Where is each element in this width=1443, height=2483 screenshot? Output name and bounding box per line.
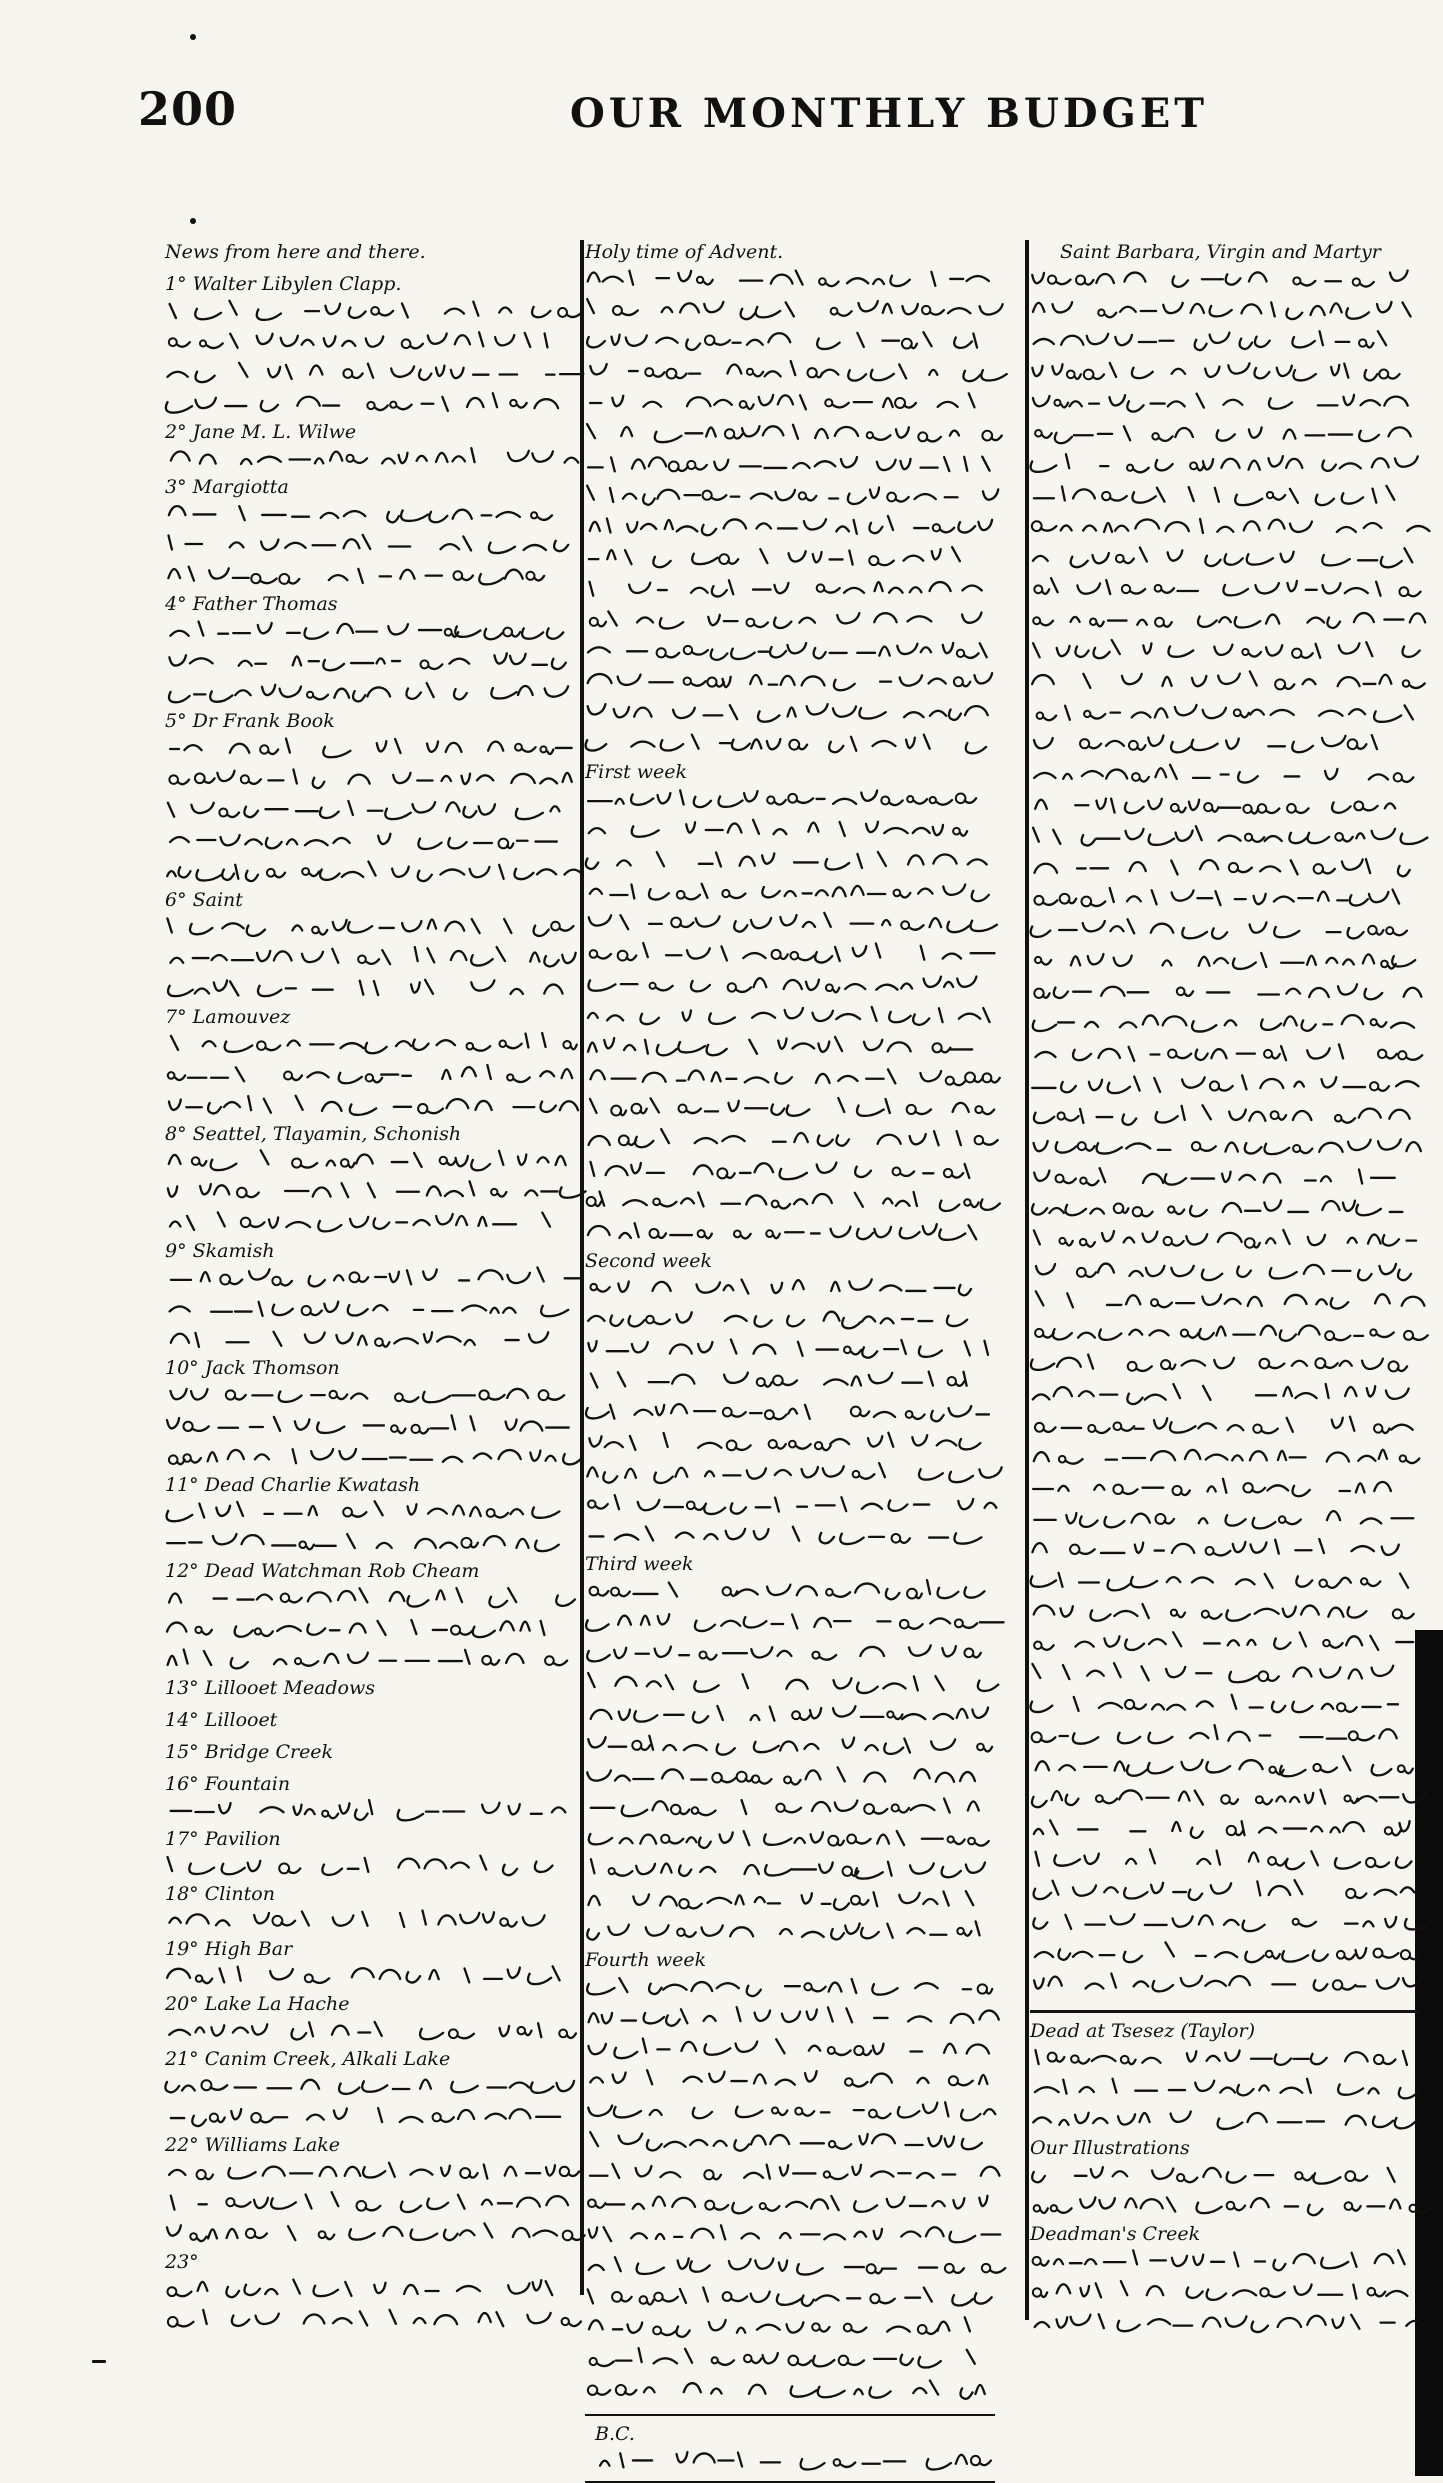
shorthand-text-strokes [165, 444, 575, 475]
entry-first-line [165, 1122, 575, 1146]
entry-first-line [165, 1676, 575, 1700]
shorthand-text [585, 1063, 995, 1249]
shorthand-text [585, 264, 995, 574]
entry-heading: Second week [585, 1250, 713, 1272]
shorthand-entry [585, 760, 995, 1063]
entry-first-line [1030, 2136, 1420, 2160]
entry-first-line [165, 1882, 575, 1906]
ink-speck [190, 218, 196, 224]
shorthand-text-strokes [165, 616, 575, 709]
entry-spacer [165, 1700, 575, 1708]
entry-first-line [165, 592, 575, 616]
shorthand-entry [165, 1740, 575, 1772]
entry-first-line [585, 1552, 995, 1576]
shorthand-text [585, 1273, 995, 1552]
column-rule-left [580, 240, 584, 2295]
shorthand-text-strokes [585, 1063, 995, 1249]
entry-heading: 15° Bridge Creek [165, 1741, 334, 1763]
shorthand-entry [165, 240, 575, 272]
entry-first-line [165, 1708, 575, 1732]
entry-first-line [165, 2250, 575, 2274]
entry-first-line [165, 1239, 575, 1263]
entry-first-line [1030, 2222, 1420, 2246]
shorthand-text-strokes [1030, 2160, 1420, 2222]
entry-heading: 18° Clinton [165, 1883, 275, 1905]
entry-first-line [165, 1356, 575, 1380]
shorthand-text-strokes [1030, 915, 1420, 1628]
shorthand-entry [165, 888, 575, 1005]
entry-heading: B.C. [595, 2423, 635, 2445]
shorthand-text [165, 444, 575, 475]
entry-first-line [595, 2422, 995, 2446]
shorthand-text-strokes [165, 1961, 575, 1992]
entry-first-line [1030, 2019, 1420, 2043]
shorthand-entry [165, 420, 575, 475]
entry-heading: 12° Dead Watchman Rob Cheam [165, 1560, 480, 1582]
shorthand-entry [165, 1708, 575, 1740]
entry-heading: 22° Williams Lake [165, 2134, 341, 2156]
shorthand-entry [165, 1827, 575, 1882]
entry-first-line [165, 2047, 575, 2071]
entry-first-line [585, 240, 995, 264]
entry-heading: 11° Dead Charlie Kwatash [165, 1474, 421, 1496]
entry-first-line [165, 1005, 575, 1029]
shorthand-entry [165, 709, 575, 888]
shorthand-text-strokes [165, 2157, 575, 2250]
shorthand-text-strokes [585, 574, 995, 760]
ink-speck [190, 34, 196, 40]
shorthand-text-strokes [1030, 2246, 1420, 2339]
shorthand-entry [585, 574, 995, 760]
shorthand-text [1030, 1628, 1420, 2000]
shorthand-text [1030, 2160, 1420, 2222]
entry-heading: 1° Walter Libylen Clapp. [165, 273, 402, 295]
entry-first-line [165, 888, 575, 912]
entry-first-line [165, 1740, 575, 1764]
shorthand-text [595, 2446, 995, 2477]
shorthand-text-strokes [595, 2446, 995, 2477]
shorthand-text-strokes [165, 1146, 575, 1239]
entry-first-line [165, 2133, 575, 2157]
entry-spacer [165, 264, 575, 272]
shorthand-text-strokes [585, 784, 995, 1063]
shorthand-text [165, 1263, 575, 1356]
entry-first-line [165, 709, 575, 733]
shorthand-entry [165, 1992, 575, 2047]
shorthand-text [165, 1583, 575, 1676]
shorthand-entry [165, 1882, 575, 1937]
shorthand-text [165, 296, 575, 420]
entry-first-line [165, 272, 575, 296]
shorthand-text [1030, 2043, 1420, 2136]
entry-heading: First week [585, 761, 688, 783]
shorthand-entry [585, 2414, 995, 2483]
shorthand-text [165, 499, 575, 592]
shorthand-entry [1030, 2010, 1420, 2136]
shorthand-text-strokes [165, 2071, 575, 2133]
entry-first-line [165, 1937, 575, 1961]
shorthand-text-strokes [165, 1380, 575, 1473]
shorthand-text-strokes [585, 1972, 995, 2406]
shorthand-text [585, 574, 995, 760]
entry-heading: 9° Skamish [165, 1240, 275, 1262]
entry-heading: Third week [585, 1553, 694, 1575]
shorthand-text [165, 1961, 575, 1992]
shorthand-entry [585, 1948, 995, 2406]
shorthand-text [165, 1497, 575, 1559]
shorthand-entry [165, 1122, 575, 1239]
shorthand-entry [585, 240, 995, 574]
column-2 [585, 240, 995, 2483]
shorthand-text-strokes [585, 1576, 995, 1948]
shorthand-text-strokes [165, 1263, 575, 1356]
entry-first-line [585, 1249, 995, 1273]
shorthand-text [585, 784, 995, 1063]
entry-heading: 16° Fountain [165, 1773, 291, 1795]
shorthand-text [165, 616, 575, 709]
entry-heading: 3° Margiotta [165, 476, 289, 498]
shorthand-text [165, 1906, 575, 1937]
entry-first-line [165, 1559, 575, 1583]
shorthand-text [585, 1972, 995, 2406]
entry-first-line [165, 475, 575, 499]
page-number: 200 [138, 82, 238, 136]
shorthand-text-strokes [165, 2274, 575, 2336]
entry-first-line [165, 1473, 575, 1497]
entry-heading: Dead at Tsesez (Taylor) [1030, 2020, 1256, 2042]
entry-heading: 10° Jack Thomson [165, 1357, 340, 1379]
shorthand-entry [165, 1559, 575, 1676]
entry-heading: 17° Pavilion [165, 1828, 281, 1850]
shorthand-text-strokes [165, 912, 575, 1005]
shorthand-entry [165, 1772, 575, 1827]
entry-heading: News from here and there. [165, 241, 426, 263]
shorthand-text [165, 1029, 575, 1122]
entry-first-line [165, 420, 575, 444]
shorthand-text [165, 733, 575, 888]
shorthand-entry [1030, 915, 1420, 1628]
ink-speck [92, 2360, 106, 2363]
column-3 [1030, 240, 1420, 2339]
shorthand-text-strokes [585, 1273, 995, 1552]
shorthand-entry [585, 1552, 995, 1948]
entry-heading: 23° [165, 2251, 199, 2273]
entry-heading: 21° Canim Creek, Alkali Lake [165, 2048, 451, 2070]
shorthand-text [165, 912, 575, 1005]
shorthand-entry [165, 1239, 575, 1356]
shorthand-entry [165, 2047, 575, 2133]
entry-first-line [165, 240, 575, 264]
entry-heading: Holy time of Advent. [585, 241, 784, 263]
shorthand-entry [165, 1676, 575, 1708]
entry-heading: Fourth week [585, 1949, 707, 1971]
shorthand-text [165, 2071, 575, 2133]
shorthand-text [1030, 915, 1420, 1628]
column-rule-right [1025, 240, 1029, 2320]
shorthand-entry [1030, 2222, 1420, 2339]
shorthand-text-strokes [1030, 2043, 1420, 2136]
shorthand-text-strokes [165, 2016, 575, 2047]
shorthand-entry [585, 1249, 995, 1552]
entry-first-line [585, 1948, 995, 1972]
shorthand-text-strokes [165, 499, 575, 592]
entry-heading: Deadman's Creek [1030, 2223, 1201, 2245]
entry-first-line [165, 1772, 575, 1796]
shorthand-text [165, 2016, 575, 2047]
shorthand-text [165, 2157, 575, 2250]
shorthand-entry [585, 1063, 995, 1249]
shorthand-text-strokes [165, 1583, 575, 1676]
shorthand-entry [165, 1356, 575, 1473]
shorthand-entry [1030, 240, 1420, 915]
shorthand-text [165, 1146, 575, 1239]
entry-heading: 2° Jane M. L. Wilwe [165, 421, 357, 443]
shorthand-text-strokes [165, 1796, 575, 1827]
running-head: OUR MONTHLY BUDGET [570, 90, 1208, 137]
shorthand-text [165, 2274, 575, 2336]
shorthand-text-strokes [165, 1497, 575, 1559]
entry-heading: 8° Seattel, Tlayamin, Schonish [165, 1123, 462, 1145]
entry-heading: 7° Lamouvez [165, 1006, 291, 1028]
shorthand-entry [165, 272, 575, 420]
entry-heading: Saint Barbara, Virgin and Martyr [1060, 241, 1381, 263]
shorthand-text [165, 1851, 575, 1882]
shorthand-text-strokes [165, 733, 575, 888]
shorthand-text-strokes [1030, 1628, 1420, 2000]
shorthand-entry [165, 1005, 575, 1122]
shorthand-entry [165, 1473, 575, 1559]
entry-heading: 4° Father Thomas [165, 593, 338, 615]
shorthand-entry [165, 592, 575, 709]
entry-heading: 6° Saint [165, 889, 243, 911]
shorthand-entry [1030, 2136, 1420, 2222]
shorthand-text-strokes [1030, 264, 1420, 915]
entry-first-line [1030, 240, 1420, 264]
shorthand-text-strokes [165, 1906, 575, 1937]
entry-spacer [165, 1764, 575, 1772]
shorthand-entry [165, 1937, 575, 1992]
shorthand-entry [165, 2250, 575, 2336]
entry-first-line [165, 1992, 575, 2016]
shorthand-text-strokes [165, 296, 575, 420]
shorthand-text [1030, 2246, 1420, 2339]
entry-heading: 5° Dr Frank Book [165, 710, 335, 732]
entry-heading: 20° Lake La Hache [165, 1993, 350, 2015]
shorthand-text-strokes [585, 264, 995, 574]
entry-heading: 19° High Bar [165, 1938, 293, 1960]
shorthand-entry [165, 2133, 575, 2250]
entry-heading: Our Illustrations [1030, 2137, 1190, 2159]
column-1 [165, 240, 575, 2336]
shorthand-text [165, 1796, 575, 1827]
shorthand-entry [1030, 1628, 1420, 2000]
shorthand-text-strokes [165, 1029, 575, 1122]
shorthand-text [165, 1380, 575, 1473]
entry-first-line [585, 760, 995, 784]
entry-first-line [165, 1827, 575, 1851]
shorthand-entry [165, 475, 575, 592]
entry-heading: 13° Lillooet Meadows [165, 1677, 376, 1699]
shorthand-text [585, 1576, 995, 1948]
entry-spacer [165, 1732, 575, 1740]
shorthand-text-strokes [165, 1851, 575, 1882]
entry-heading: 14° Lillooet [165, 1709, 278, 1731]
shorthand-text [1030, 264, 1420, 915]
